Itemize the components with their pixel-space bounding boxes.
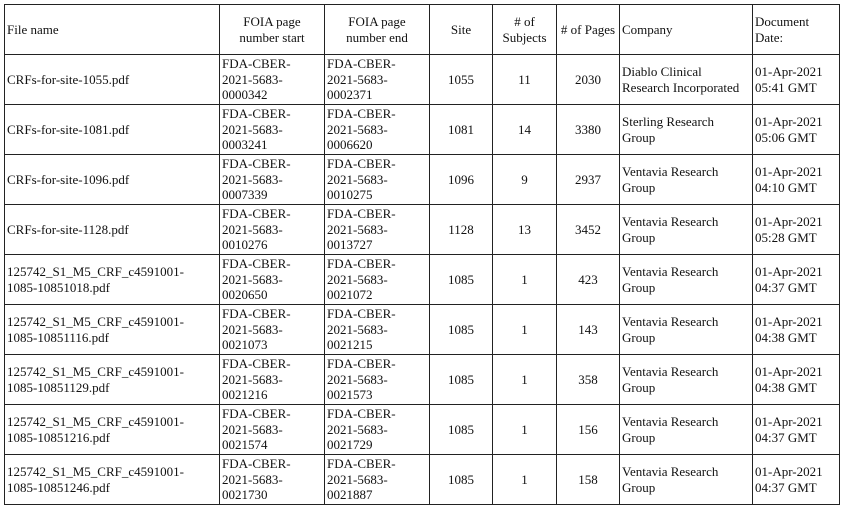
cell-site-text: 1081: [448, 121, 474, 137]
cell-site-text: 1085: [448, 421, 474, 437]
cell-foia-start-text: FDA-CBER- 2021-5683- 0000342: [222, 56, 291, 103]
cell-site: [430, 155, 493, 205]
header-foia-start-label: FOIA page number start: [239, 14, 305, 45]
cell-document-date-text: 01-Apr-2021 04:38 GMT: [755, 364, 823, 395]
cell-subjects-text: 13: [518, 221, 531, 237]
cell-foia-start: [220, 305, 325, 355]
cell-foia-end-text: FDA-CBER- 2021-5683- 0021887: [327, 456, 396, 503]
cell-foia-start-text: FDA-CBER- 2021-5683- 0010276: [222, 206, 291, 253]
cell-pages-text: 158: [578, 471, 598, 487]
cell-site-text: 1085: [448, 271, 474, 287]
cell-foia-start-text: FDA-CBER- 2021-5683- 0021730: [222, 456, 291, 503]
cell-foia-end: [325, 355, 430, 405]
cell-subjects: [493, 155, 557, 205]
cell-foia-end-text: FDA-CBER- 2021-5683- 0021573: [327, 356, 396, 403]
cell-file-name-text: CRFs-for-site-1096.pdf: [7, 171, 130, 187]
cell-pages-text: 423: [578, 271, 598, 287]
cell-file-name: [5, 305, 220, 355]
cell-company: [620, 455, 753, 505]
cell-foia-end: [325, 105, 430, 155]
cell-pages-text: 2030: [575, 71, 601, 87]
cell-foia-end-text: FDA-CBER- 2021-5683- 0010275: [327, 156, 396, 203]
cell-pages: [557, 305, 620, 355]
cell-subjects: [493, 255, 557, 305]
cell-pages-text: 143: [578, 321, 598, 337]
cell-file-name: [5, 205, 220, 255]
table-row: [5, 255, 840, 305]
header-document-date-label: Document Date:: [755, 14, 810, 45]
cell-foia-start: [220, 105, 325, 155]
cell-company: [620, 255, 753, 305]
cell-document-date-text: 01-Apr-2021 05:28 GMT: [755, 214, 823, 245]
cell-company-text: Ventavia Research Group: [622, 314, 719, 345]
cell-document-date: [753, 405, 840, 455]
cell-document-date: [753, 205, 840, 255]
cell-subjects-text: 1: [521, 271, 528, 287]
header-company-label: Company: [622, 21, 673, 37]
cell-foia-start-text: FDA-CBER- 2021-5683- 0021574: [222, 406, 291, 453]
cell-pages: [557, 405, 620, 455]
header-foia-start: [220, 5, 325, 55]
cell-company: [620, 405, 753, 455]
cell-file-name-text: CRFs-for-site-1081.pdf: [7, 121, 130, 137]
cell-foia-start: [220, 255, 325, 305]
cell-company: [620, 305, 753, 355]
cell-subjects: [493, 55, 557, 105]
cell-subjects: [493, 205, 557, 255]
header-document-date: [753, 5, 840, 55]
cell-document-date-text: 01-Apr-2021 04:37 GMT: [755, 414, 823, 445]
cell-company-text: Ventavia Research Group: [622, 264, 719, 295]
table-row: [5, 305, 840, 355]
cell-company-text: Ventavia Research Group: [622, 214, 719, 245]
cell-pages: [557, 155, 620, 205]
cell-file-name-text: 125742_S1_M5_CRF_c4591001- 1085-10851246.pdf: [7, 464, 184, 495]
cell-foia-start: [220, 155, 325, 205]
cell-pages: [557, 255, 620, 305]
cell-subjects-text: 11: [518, 71, 531, 87]
cell-subjects-text: 9: [521, 171, 528, 187]
cell-site-text: 1096: [448, 171, 474, 187]
header-file-name-label: File name: [7, 21, 59, 37]
cell-site: [430, 55, 493, 105]
cell-file-name: [5, 255, 220, 305]
cell-foia-end-text: FDA-CBER- 2021-5683- 0021215: [327, 306, 396, 353]
cell-subjects: [493, 355, 557, 405]
cell-company: [620, 105, 753, 155]
cell-pages: [557, 205, 620, 255]
cell-site-text: 1128: [448, 221, 474, 237]
table-row: [5, 455, 840, 505]
cell-site: [430, 355, 493, 405]
cell-pages-text: 3380: [575, 121, 601, 137]
cell-foia-end: [325, 205, 430, 255]
cell-document-date-text: 01-Apr-2021 05:41 GMT: [755, 64, 823, 95]
cell-site: [430, 255, 493, 305]
table-row: [5, 55, 840, 105]
cell-file-name: [5, 105, 220, 155]
cell-file-name: [5, 405, 220, 455]
cell-pages-text: 358: [578, 371, 598, 387]
cell-company-text: Ventavia Research Group: [622, 464, 719, 495]
cell-foia-end-text: FDA-CBER- 2021-5683- 0021729: [327, 406, 396, 453]
cell-subjects-text: 1: [521, 421, 528, 437]
cell-document-date-text: 01-Apr-2021 05:06 GMT: [755, 114, 823, 145]
cell-subjects: [493, 105, 557, 155]
cell-pages-text: 3452: [575, 221, 601, 237]
cell-company-text: Ventavia Research Group: [622, 414, 719, 445]
cell-document-date: [753, 255, 840, 305]
cell-foia-start: [220, 405, 325, 455]
cell-pages: [557, 355, 620, 405]
cell-company: [620, 55, 753, 105]
cell-site-text: 1085: [448, 471, 474, 487]
cell-foia-start: [220, 355, 325, 405]
table-row: [5, 405, 840, 455]
cell-company: [620, 155, 753, 205]
header-foia-end-label: FOIA page number end: [346, 14, 408, 45]
cell-subjects-text: 1: [521, 371, 528, 387]
cell-company-text: Ventavia Research Group: [622, 164, 719, 195]
cell-pages: [557, 105, 620, 155]
cell-file-name: [5, 55, 220, 105]
table-row: [5, 155, 840, 205]
cell-document-date: [753, 305, 840, 355]
cell-file-name-text: 125742_S1_M5_CRF_c4591001- 1085-10851116.pdf: [7, 314, 184, 345]
documents-table: [4, 4, 840, 505]
cell-site: [430, 305, 493, 355]
cell-file-name-text: 125742_S1_M5_CRF_c4591001- 1085-10851018.pdf: [7, 264, 184, 295]
cell-foia-end-text: FDA-CBER- 2021-5683- 0006620: [327, 106, 396, 153]
header-pages: [557, 5, 620, 55]
header-row: [5, 5, 840, 55]
cell-site-text: 1085: [448, 371, 474, 387]
cell-file-name-text: 125742_S1_M5_CRF_c4591001- 1085-10851216.pdf: [7, 414, 184, 445]
cell-file-name: [5, 355, 220, 405]
cell-company: [620, 355, 753, 405]
cell-company: [620, 205, 753, 255]
cell-site: [430, 405, 493, 455]
cell-foia-end: [325, 155, 430, 205]
cell-subjects-text: 1: [521, 321, 528, 337]
cell-subjects: [493, 455, 557, 505]
cell-foia-start: [220, 55, 325, 105]
cell-foia-start-text: FDA-CBER- 2021-5683- 0020650: [222, 256, 291, 303]
cell-pages-text: 156: [578, 421, 598, 437]
cell-site-text: 1055: [448, 71, 474, 87]
cell-foia-end-text: FDA-CBER- 2021-5683- 0013727: [327, 206, 396, 253]
cell-document-date-text: 01-Apr-2021 04:37 GMT: [755, 464, 823, 495]
cell-company-text: Sterling Research Group: [622, 114, 715, 145]
cell-document-date: [753, 55, 840, 105]
cell-pages-text: 2937: [575, 171, 601, 187]
cell-foia-start-text: FDA-CBER- 2021-5683- 0021073: [222, 306, 291, 353]
cell-document-date: [753, 355, 840, 405]
cell-company-text: Diablo Clinical Research Incorporated: [622, 64, 740, 95]
cell-foia-end: [325, 455, 430, 505]
cell-document-date: [753, 455, 840, 505]
table-body: [5, 55, 840, 505]
cell-site-text: 1085: [448, 321, 474, 337]
cell-file-name-text: 125742_S1_M5_CRF_c4591001- 1085-10851129.pdf: [7, 364, 184, 395]
cell-foia-start-text: FDA-CBER- 2021-5683- 0007339: [222, 156, 291, 203]
table-row: [5, 205, 840, 255]
cell-foia-end: [325, 255, 430, 305]
cell-file-name-text: CRFs-for-site-1128.pdf: [7, 221, 129, 237]
header-foia-end: [325, 5, 430, 55]
cell-foia-start: [220, 205, 325, 255]
header-site: [430, 5, 493, 55]
cell-foia-end: [325, 55, 430, 105]
cell-foia-start-text: FDA-CBER- 2021-5683- 0003241: [222, 106, 291, 153]
cell-file-name-text: CRFs-for-site-1055.pdf: [7, 71, 130, 87]
table-row: [5, 105, 840, 155]
header-site-label: Site: [450, 21, 472, 37]
cell-document-date: [753, 105, 840, 155]
cell-site: [430, 105, 493, 155]
cell-subjects: [493, 305, 557, 355]
header-subjects: [493, 5, 557, 55]
cell-file-name: [5, 455, 220, 505]
cell-site: [430, 455, 493, 505]
cell-document-date: [753, 155, 840, 205]
header-company: [620, 5, 753, 55]
cell-pages: [557, 55, 620, 105]
cell-pages: [557, 455, 620, 505]
cell-foia-end-text: FDA-CBER- 2021-5683- 0021072: [327, 256, 396, 303]
cell-site: [430, 205, 493, 255]
cell-document-date-text: 01-Apr-2021 04:37 GMT: [755, 264, 823, 295]
cell-foia-start: [220, 455, 325, 505]
cell-foia-end: [325, 405, 430, 455]
cell-file-name: [5, 155, 220, 205]
header-pages-label: # of Pages: [560, 21, 616, 37]
cell-document-date-text: 01-Apr-2021 04:38 GMT: [755, 314, 823, 345]
cell-subjects: [493, 405, 557, 455]
table-header: [5, 5, 840, 55]
header-subjects-label: # of Subjects: [502, 14, 547, 45]
cell-foia-start-text: FDA-CBER- 2021-5683- 0021216: [222, 356, 291, 403]
cell-subjects-text: 1: [521, 471, 528, 487]
cell-company-text: Ventavia Research Group: [622, 364, 719, 395]
cell-document-date-text: 01-Apr-2021 04:10 GMT: [755, 164, 823, 195]
table-row: [5, 355, 840, 405]
cell-foia-end-text: FDA-CBER- 2021-5683- 0002371: [327, 56, 396, 103]
header-file-name: [5, 5, 220, 55]
cell-subjects-text: 14: [518, 121, 531, 137]
cell-foia-end: [325, 305, 430, 355]
